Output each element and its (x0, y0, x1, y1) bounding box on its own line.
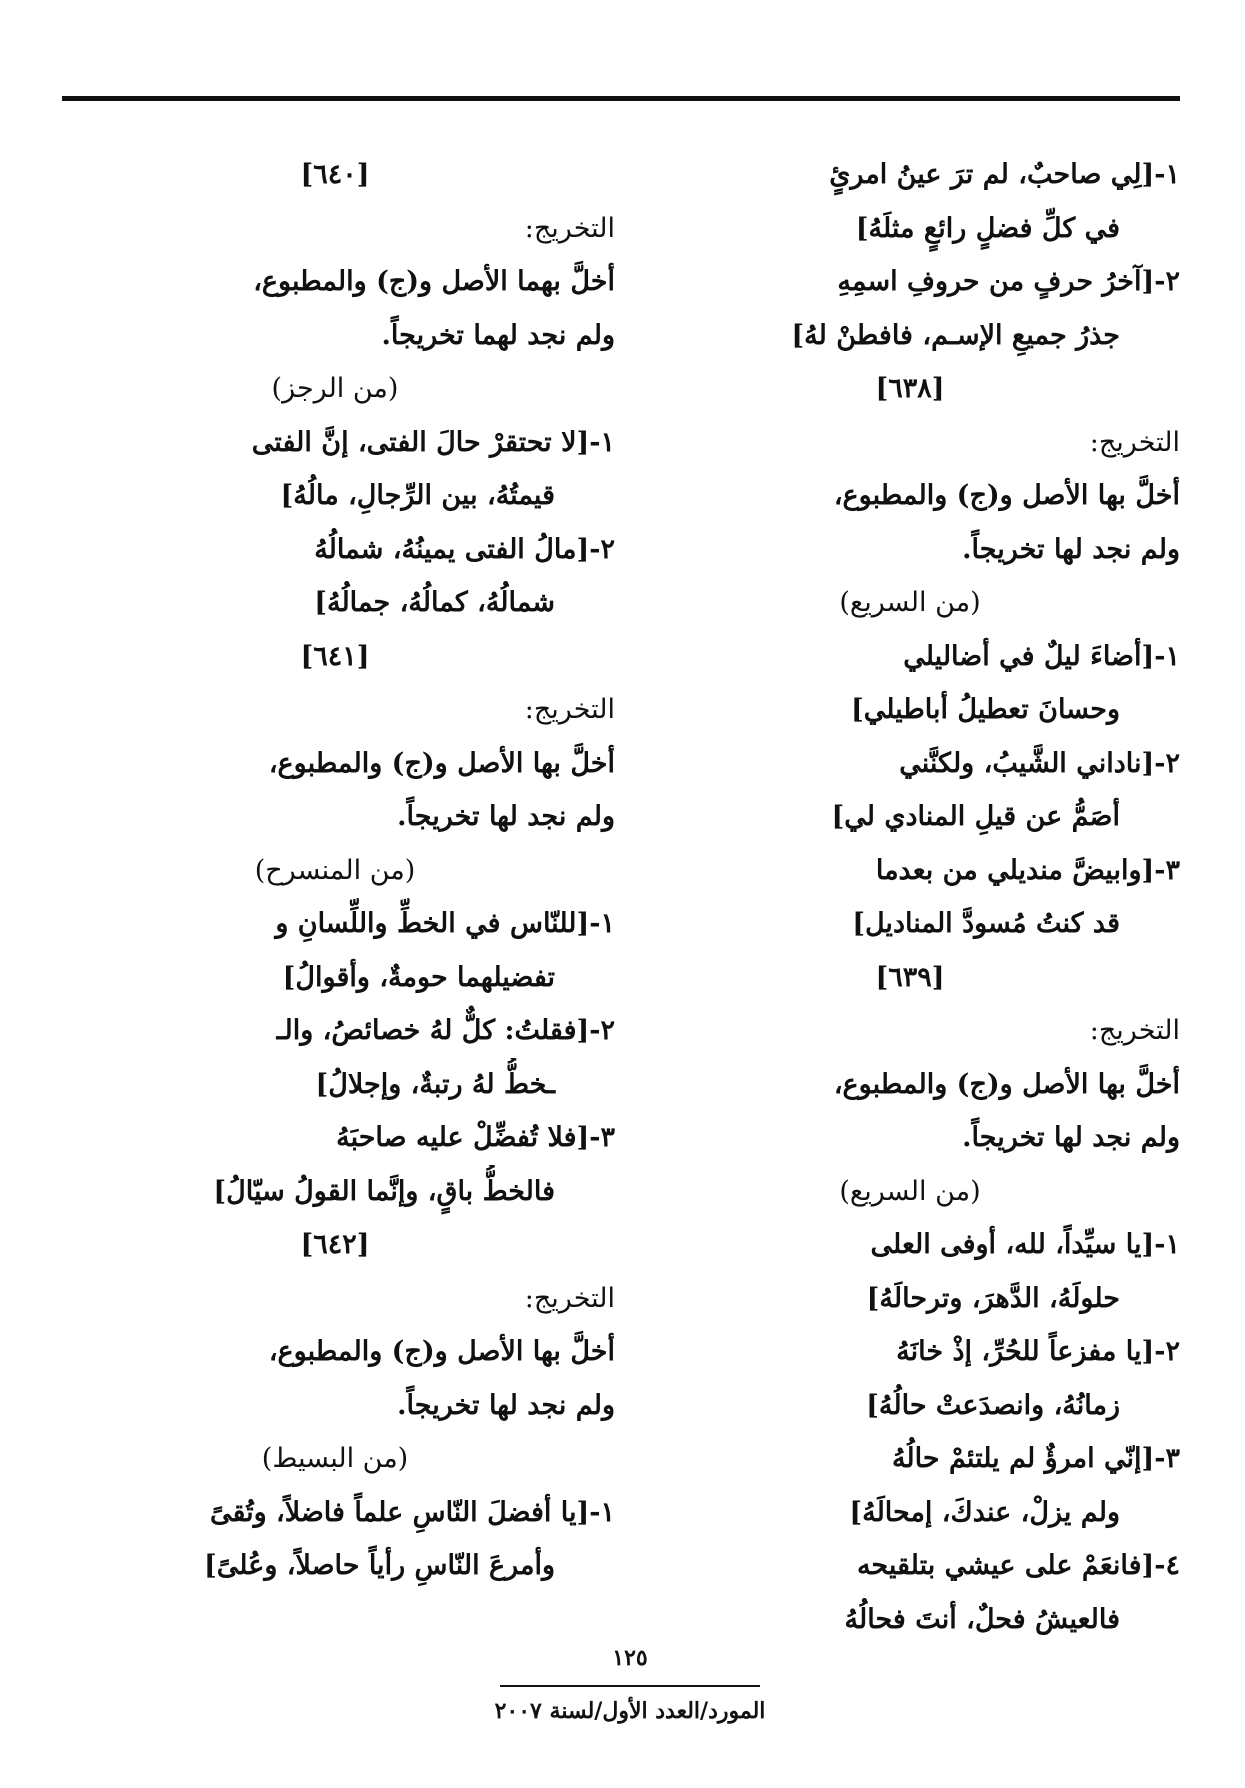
body-text: أخلَّ بهما الأصل و(ج) والمطبوع، (253, 266, 615, 297)
verse-first-hemistich: ٢-[آخرُ حرفٍ من حروفِ اسمِهِ (837, 266, 1180, 297)
verse-first-hemistich: ٢-[يا مفزعاً للحُرِّ، إذْ خانَهُ (896, 1336, 1180, 1367)
meter-label: (من المنسرح) (254, 854, 416, 886)
verse-first-hemistich: ٢-[ناداني الشَّيبُ، ولكنَّني (899, 747, 1180, 779)
footer-rule (500, 1685, 760, 1687)
meter-label: (من السريع) (839, 587, 981, 618)
right-column (640, 148, 1180, 1646)
verse-first-hemistich: ٤-[فانعَمْ على عيشي بتلقيحه (856, 1550, 1180, 1581)
verse-second-hemistich: فالخطُّ باقٍ، وإنَّما القولُ سيّالُ] (213, 1175, 555, 1207)
body-text: أخلَّ بها الأصل و(ج) والمطبوع، (833, 1068, 1180, 1100)
entry-number: [٦٤١] (300, 640, 370, 672)
verse-first-hemistich: ١-[لا تحتقرْ حالَ الفتى، إنَّ الفتى (251, 426, 615, 458)
verse-second-hemistich: زمانُهُ، وانصدَعتْ حالُهُ] (866, 1389, 1120, 1421)
body-text: أخلَّ بها الأصل و(ج) والمطبوع، (833, 480, 1180, 511)
verse-second-hemistich: أصَمُّ عن قيلِ المنادي لي] (831, 801, 1120, 832)
section-heading: التخريج: (1089, 426, 1180, 458)
entry-number: [٦٣٨] (875, 373, 945, 404)
verse-second-hemistich: وحسانَ تعطيلُ أباطيلي] (850, 694, 1120, 725)
verse-first-hemistich: ٢-[مالُ الفتى يمينُهُ، شمالُهُ (314, 533, 615, 565)
body-text: ولم نجد لهما تخريجاً. (381, 319, 615, 351)
body-text: ولم نجد لها تخريجاً. (962, 1122, 1180, 1153)
verse-second-hemistich: وأمرعَ النّاسِ رأياً حاصلاً، وعُلىً] (204, 1550, 555, 1581)
body-text: ولم نجد لها تخريجاً. (397, 801, 615, 832)
verse-second-hemistich: قيمتُهُ، بين الرِّجالِ، مالُهُ] (280, 480, 555, 511)
verse-first-hemistich: ١-[يا سيِّداً، لله، أوفى العلى (870, 1229, 1180, 1260)
verse-second-hemistich: جذرُ جميعِ الإسـم، فافطنْ لهُ] (791, 319, 1120, 351)
verse-second-hemistich: فالعيشُ فحلٌ، أنتَ فحالُهُ (844, 1603, 1120, 1635)
verse-first-hemistich: ١-[يا أفضلَ النّاسِ علماً فاضلاً، وتُقىً (209, 1496, 615, 1528)
entry-number: [٦٣٩] (875, 961, 945, 993)
verse-first-hemistich: ٢-[فقلتُ: كلٌّ لهُ خصائصُ، والـ (276, 1015, 615, 1046)
verse-first-hemistich: ١-[للنّاس في الخطِّ واللِّسانِ و (275, 908, 615, 939)
meter-label: (من البسيط) (261, 1443, 409, 1474)
section-heading: التخريج: (1089, 1015, 1180, 1046)
section-heading: التخريج: (524, 212, 615, 244)
verse-first-hemistich: ٣-[فلا تُفضِّلْ عليه صاحبَهُ (336, 1122, 615, 1153)
verse-second-hemistich: تفضيلهما حومةٌ، وأقوالُ] (282, 961, 555, 993)
verse-second-hemistich: قد كنتُ مُسودَّ المناديل] (852, 908, 1120, 939)
meter-label: (من الرجز) (271, 373, 399, 404)
entry-number: [٦٤٠] (300, 159, 370, 190)
body-text: أخلَّ بها الأصل و(ج) والمطبوع، (268, 747, 615, 779)
entry-number: [٦٤٢] (300, 1229, 370, 1260)
top-rule (62, 96, 1180, 101)
verse-first-hemistich: ٣-[وابيضَّ منديلي من بعدما (875, 854, 1180, 886)
journal-reference: المورد/العدد الأول/لسنة ٢٠٠٧ (494, 1698, 766, 1724)
body-text: أخلَّ بها الأصل و(ج) والمطبوع، (268, 1336, 615, 1367)
body-text: ولم نجد لها تخريجاً. (962, 533, 1180, 565)
verse-first-hemistich: ١-[أضاءَ ليلٌ في أضاليلي (903, 640, 1180, 672)
verse-second-hemistich: في كلِّ فضلٍ رائعٍ مثلَهُ] (855, 212, 1120, 244)
verse-first-hemistich: ١-[لِي صاحبٌ، لم ترَ عينُ امرئٍ (829, 159, 1180, 190)
verse-first-hemistich: ٣-[إنّي امرؤٌ لم يلتئمْ حالُهُ (891, 1443, 1180, 1474)
verse-second-hemistich: شمالُهُ، كمالُهُ، جمالُهُ] (314, 587, 555, 618)
meter-label: (من السريع) (839, 1175, 981, 1207)
section-heading: التخريج: (524, 1282, 615, 1314)
page-number: ١٢٥ (612, 1645, 648, 1671)
body-text: ولم نجد لها تخريجاً. (397, 1389, 615, 1421)
verse-second-hemistich: حلولَهُ، الدَّهرَ، وترحالَهُ] (866, 1282, 1120, 1314)
verse-second-hemistich: ولم يزلْ، عندكَ، إمحالَهُ] (849, 1496, 1120, 1528)
section-heading: التخريج: (524, 694, 615, 725)
verse-second-hemistich: ـخطُّ لهُ رتبةٌ، وإجلالُ] (315, 1068, 555, 1100)
left-column (55, 148, 615, 1593)
